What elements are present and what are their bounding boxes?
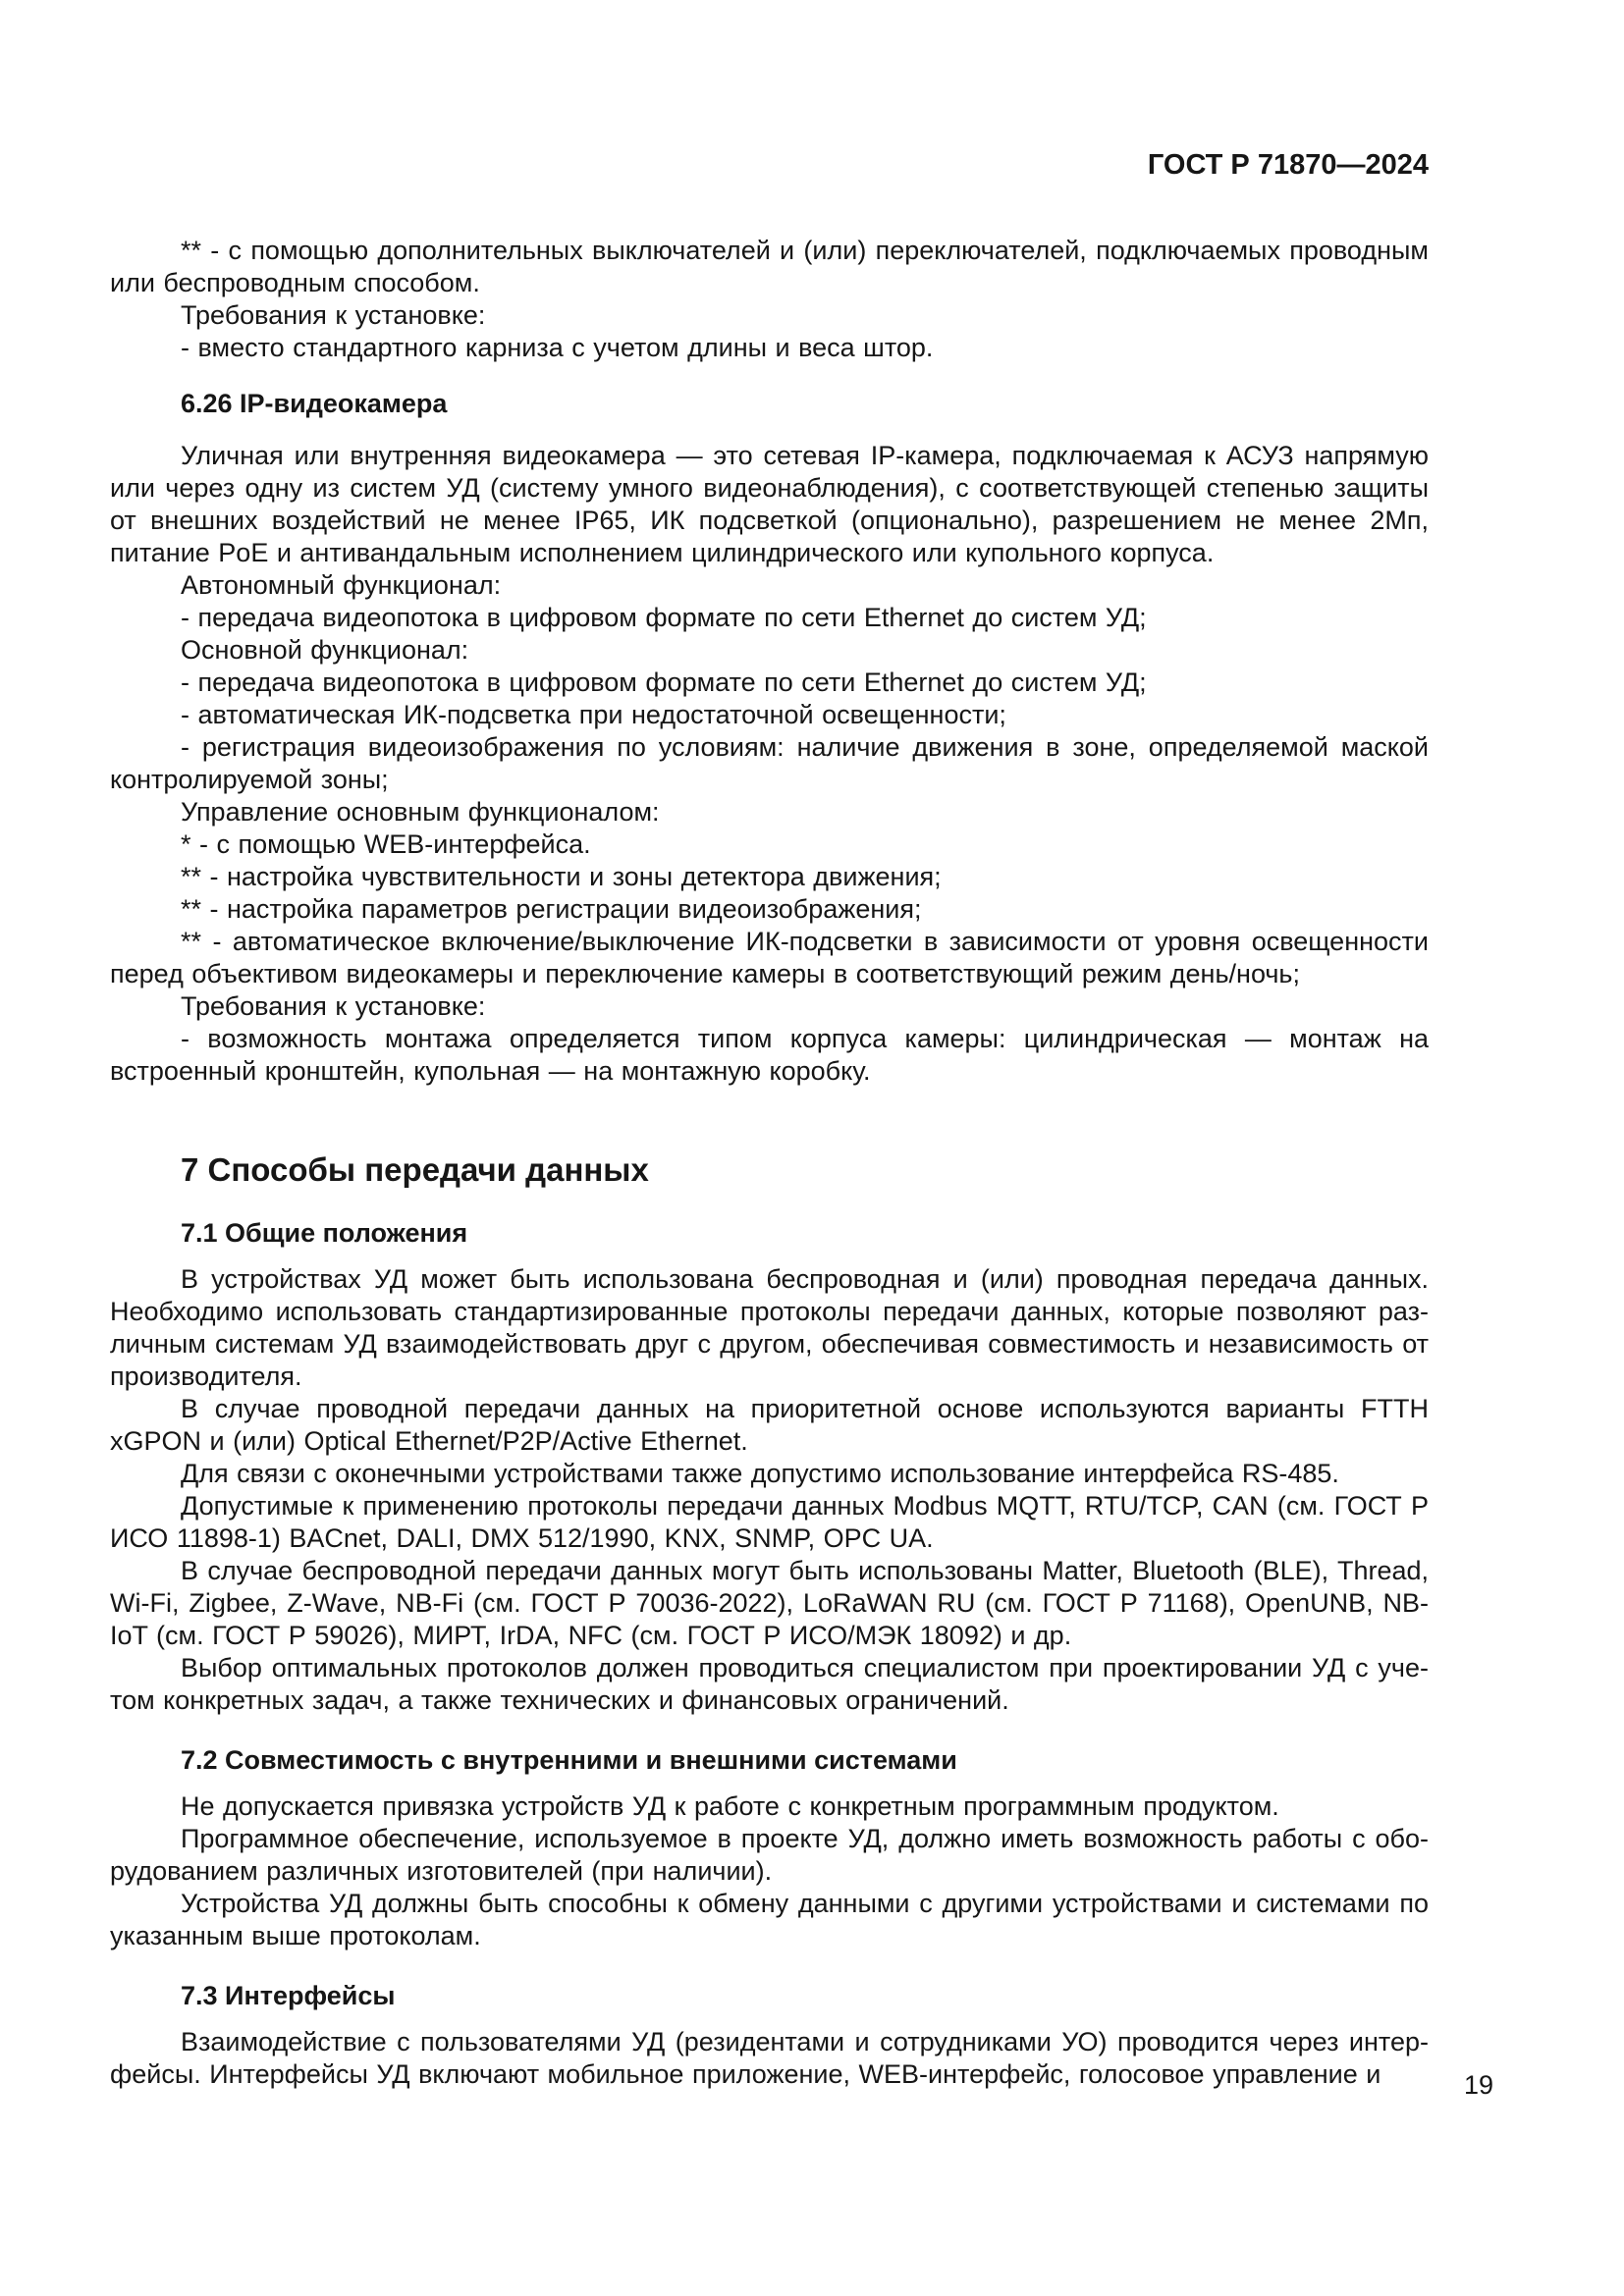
page-content [110, 149, 1429, 2091]
paragraph: В случае беспроводной передачи данных могут быть использованы Matter, Bluetooth (BLE), Thread, Wi-Fi, Zigbee, Z-Wave, NB-Fi (см. ГОСТ Р 70036-2022), LoRaWAN RU (см. ГОСТ Р 71168), OpenUNB, NB-IoT (см. ГОСТ Р 59026), МИРТ, IrDA, NFC (см. ГОСТ Р ИСО/МЭК 18092) и др. [110, 1556, 1429, 1650]
footnote-item: ** - настройка чувствительности и зоны детектора движения; [181, 862, 942, 891]
section-heading-7-2: 7.2 Совместимость с внутренними и внешними системами [181, 1745, 957, 1775]
list-item: - возможность монтажа определяется типом корпуса камеры: цилиндрическая — монтаж на встроенный кронштейн, купольная — на монтажную коробку. [110, 1024, 1429, 1086]
list-item: - передача видеопотока в цифровом формате по сети Ethernet до систем УД; [181, 667, 1147, 697]
paragraph: Устройства УД должны быть способны к обмену данными с другими устройствами и системами по указанным выше протоколам. [110, 1889, 1429, 1950]
paragraph: Для связи с оконечными устройствами также допустимо использование интерфейса RS-485. [181, 1459, 1339, 1488]
footnote-item: ** - с помощью дополнительных выключателей и (или) переключателей, подключаемых проводным или беспроводным способом. [110, 236, 1429, 297]
paragraph: Управление основным функционалом: [181, 797, 660, 827]
paragraph: Допустимые к применению протоколы передачи данных Modbus MQTT, RTU/TCP, CAN (см. ГОСТ Р ИСО 11898-1) BACnet, DALI, DMX 512/1990, KNX, SNMP, OPC UA. [110, 1491, 1429, 1553]
page-number: 19 [1463, 2070, 1493, 2100]
paragraph: Требования к установке: [181, 300, 486, 330]
chapter-heading-7: 7 Способы передачи данных [181, 1151, 649, 1188]
section-heading-7-3: 7.3 Интерфейсы [181, 1981, 396, 2010]
list-item: - автоматическая ИК-подсветка при недостаточной освещенности; [181, 700, 1006, 729]
paragraph: Автономный функционал: [181, 570, 502, 600]
doc-code: ГОСТ Р 71870—2024 [1147, 149, 1429, 181]
paragraph: Основной функционал: [181, 635, 469, 665]
list-item: - вместо стандартного карниза с учетом длины и веса штор. [181, 333, 934, 362]
paragraph: Требования к установке: [181, 991, 486, 1021]
list-item: - регистрация видеоизображения по условиям: наличие движения в зоне, определяемой маской контролируемой зоны; [110, 732, 1429, 794]
paragraph: Взаимодействие с пользователями УД (резидентами и сотрудниками УО) проводится через интерфейсы. Интерфейсы УД включают мобильное приложение, WEB-интерфейс, голосовое управление и [110, 2027, 1429, 2089]
footnote-item: ** - автоматическое включение/выключение ИК-подсветки в зависимости от уровня освещенности перед объективом видеокамеры и переключение камеры в соответствующий режим день/ночь; [110, 927, 1429, 988]
paragraph: В устройствах УД может быть использована беспроводная и (или) проводная передача данных. Необходимо использовать стандартизированные протоколы передачи данных, которые позволяют различным системам УД взаимодействовать друг с другом, обеспечивая совместимость и независимость от производителя. [110, 1264, 1429, 1391]
paragraph: В случае проводной передачи данных на приоритетной основе используются варианты FTTH xGPON и (или) Optical Ethernet/P2P/Active Ethernet. [110, 1394, 1429, 1456]
paragraph: Не допускается привязка устройств УД к работе с конкретным программным продуктом. [181, 1791, 1279, 1821]
section-heading-6-26: 6.26 IP-видеокамера [181, 389, 448, 418]
paragraph: Уличная или внутренняя видеокамера — это сетевая IP-камера, подключаемая к АСУЗ напрямую или через одну из систем УД (систему умного видеонаблюдения), с соответствующей степенью защиты от внешних воздействий не менее IP65, ИК подсветкой (опционально), разрешением не менее 2Мп, питание PoE и антивандальным исполнением цилиндрического или купольного корпуса. [110, 441, 1429, 567]
paragraph: Выбор оптимальных протоколов должен проводиться специалистом при проектировании УД с учетом конкретных задач, а также технических и финансовых ограничений. [110, 1653, 1429, 1715]
list-item: - передача видеопотока в цифровом формате по сети Ethernet до систем УД; [181, 603, 1147, 632]
footnote-item: ** - настройка параметров регистрации видеоизображения; [181, 894, 922, 924]
paragraph: Программное обеспечение, используемое в проекте УД, должно иметь возможность работы с оборудованием различных изготовителей (при наличии). [110, 1824, 1429, 1886]
footnote-item: * - с помощью WEB-интерфейса. [181, 829, 591, 859]
section-heading-7-1: 7.1 Общие положения [181, 1218, 468, 1248]
